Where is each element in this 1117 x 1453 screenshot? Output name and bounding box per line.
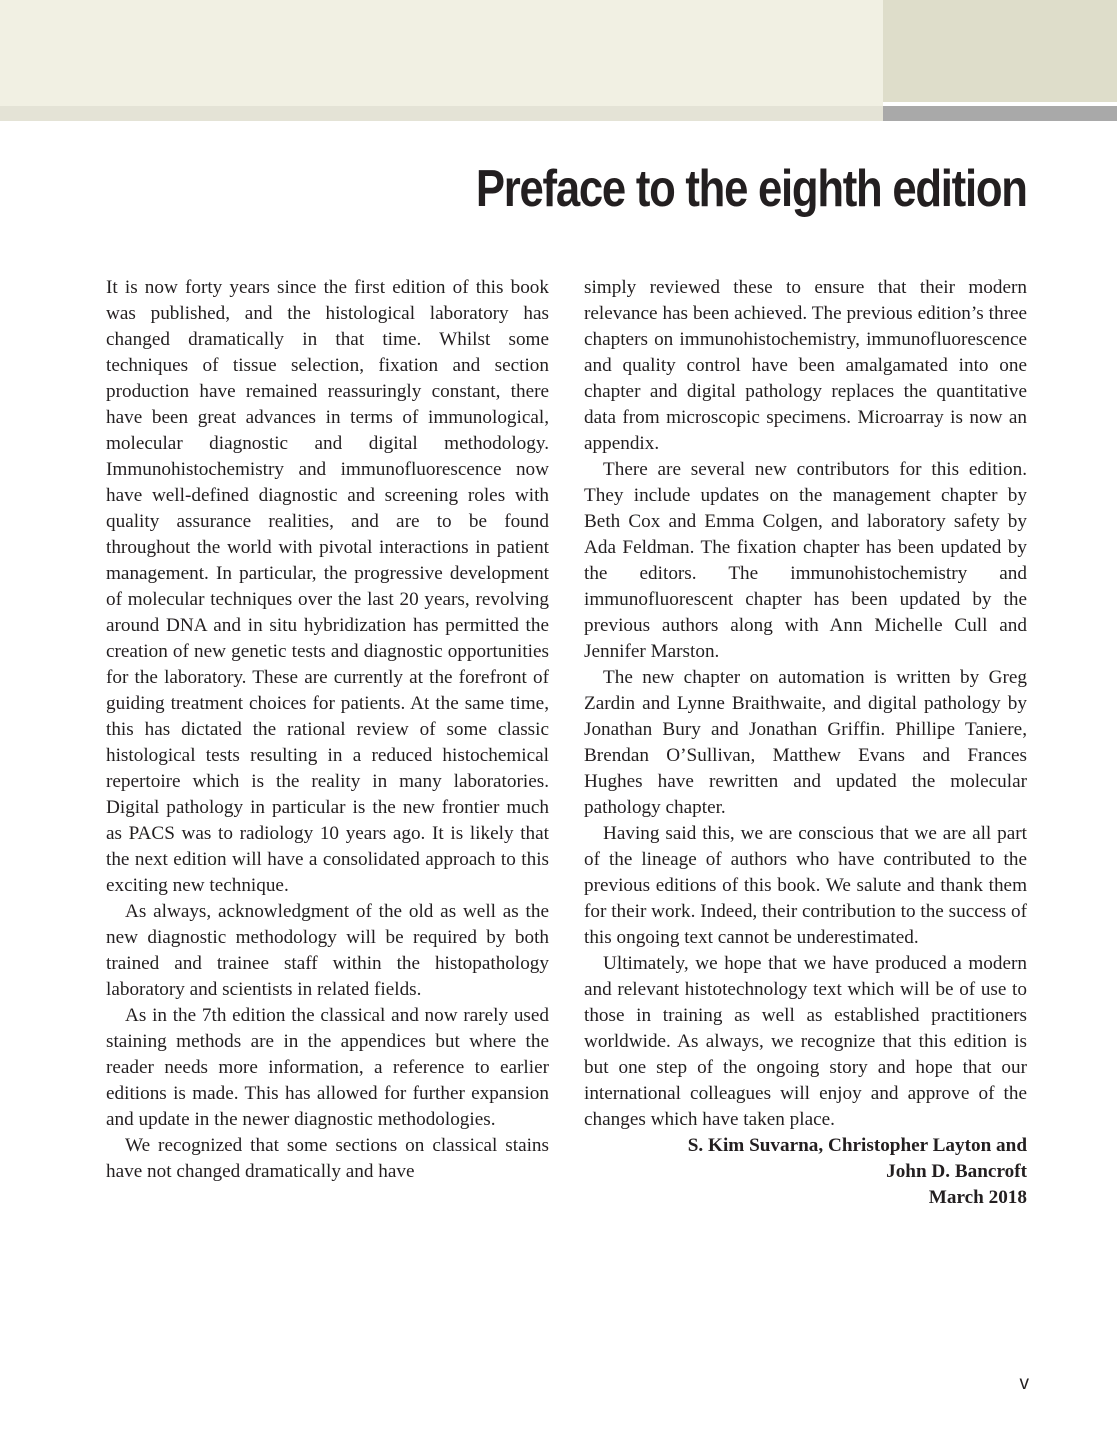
paragraph: Ultimately, we hope that we have produced a modern and relevant histotechnology text which will be of use to those in training as well as established practitioners worldwide. As always, we recognize that this edition is but one step of the ongoing story and hope that our international colleagues will enjoy and approve of the changes which have taken place.: [584, 953, 1027, 1130]
signature-authors-line-1: S. Kim Suvarna, Christopher Layton and: [687, 1135, 1027, 1156]
paragraph: The new chapter on automation is written by Greg Zardin and Lynne Braithwaite, and digital pathology by Jonathan Bury and Jonathan Griffin. Phillipe Taniere, Brendan O’Sullivan, Matthew Evans and Frances Hughes have rewritten and updated the molecular pathology chapter.: [584, 667, 1027, 818]
signature-authors-line-2: John D. Bancroft: [886, 1161, 1027, 1182]
signature-block: [584, 1133, 1027, 1211]
paragraph: There are several new contributors for this edition. They include updates on the management chapter by Beth Cox and Emma Colgen, and laboratory safety by Ada Feldman. The fixation chapter has been updated by the editors. The immunohistochemistry and immunofluorescent chapter has been updated by the previous authors along with Ann Michelle Cull and Jennifer Marston.: [584, 459, 1027, 662]
header-corner-block: [883, 0, 1117, 102]
paragraph: As in the 7th edition the classical and now rarely used staining methods are in the appendices but where the reader needs more information, a reference to earlier editions is made. This has allowed for further expansion and update in the newer diagnostic methodologies.: [106, 1005, 549, 1130]
paragraph: As always, acknowledgment of the old as well as the new diagnostic methodology will be required by both trained and trainee staff within the histopathology laboratory and scientists in related fields.: [106, 901, 549, 1000]
paragraph: It is now forty years since the first edition of this book was published, and the histological laboratory has changed dramatically in that time. Whilst some techniques of tissue selection, fixation and section production have remained reassuringly constant, there have been great advances in terms of immunological, molecular diagnostic and digital methodology. Immunohistochemistry and immunofluorescence now have well-defined diagnostic and screening roles with quality assurance realities, and are to be found throughout the world with pivotal interactions in patient management. In particular, the progressive development of molecular techniques over the last 20 years, revolving around DNA and in situ hybridization has permitted the creation of new genetic tests and diagnostic opportunities for the laboratory. These are currently at the forefront of guiding treatment choices for patients. At the same time, this has dictated the rational review of some classic histological tests resulting in a reduced histochemical repertoire which is the reality in many laboratories. Digital pathology in particular is the new frontier much as PACS was to radiology 10 years ago. It is likely that the next edition will have a consolidated approach to this exciting new technique.: [106, 277, 549, 896]
paragraph: We recognized that some sections on classical stains have not changed dramatically and have: [106, 1135, 549, 1182]
left-column: [106, 275, 549, 1185]
header-corner-strip: [883, 106, 1117, 121]
paragraph: Having said this, we are conscious that we are all part of the lineage of authors who have contributed to the previous editions of this book. We salute and thank them for their work. Indeed, their contribution to the success of this ongoing text cannot be underestimated.: [584, 823, 1027, 948]
right-column: [584, 275, 1027, 1211]
page-title: Preface to the eighth edition: [476, 160, 1027, 218]
header-band: [0, 0, 883, 106]
signature-date: March 2018: [928, 1187, 1027, 1208]
header-band-strip: [0, 106, 883, 121]
page-number: v: [1019, 1373, 1029, 1394]
paragraph: simply reviewed these to ensure that their modern relevance has been achieved. The previous edition’s three chapters on immunohistochemistry, immunofluorescence and quality control have been amalgamated into one chapter and digital pathology replaces the quantitative data from microscopic specimens. Microarray is now an appendix.: [584, 277, 1027, 454]
